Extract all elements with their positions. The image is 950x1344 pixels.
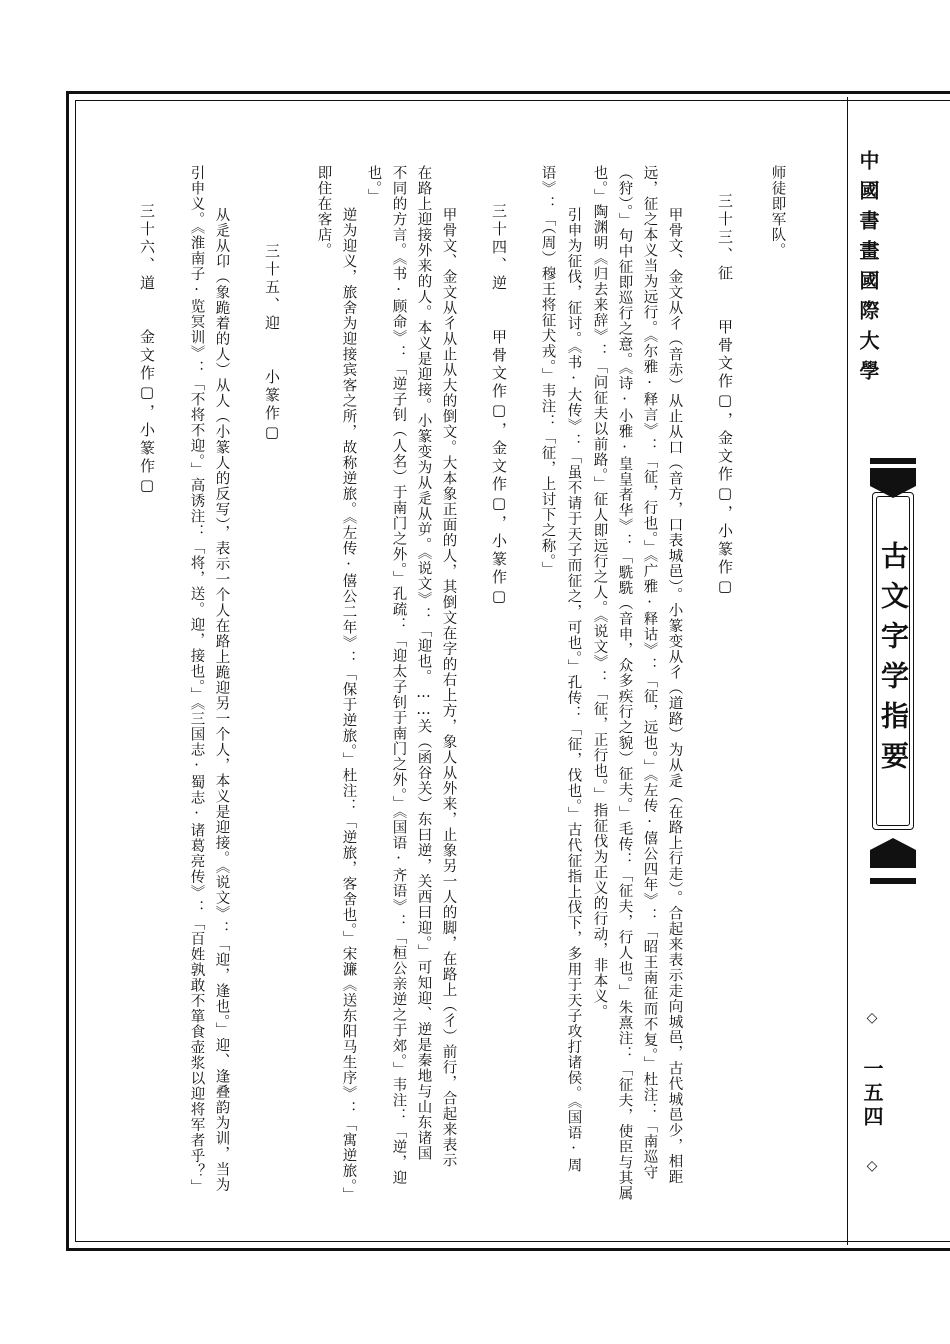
page-number-value: 一五四: [860, 1058, 884, 1130]
text-column: （狩）。」句中征即巡行之意。《诗·小雅·皇皇者华》：「駪駪（音申，众多疾行之貌）征夫。」毛传：「征夫，行人也。」朱熹注：「征夫，使臣与其属: [616, 165, 633, 1202]
page-number: [862, 1010, 882, 1178]
diamond-icon: ◇: [864, 1158, 880, 1178]
text-column: 语》：「（周）穆王将征犬戎。」韦注：「征，上讨下之称。」: [539, 165, 556, 578]
entry-heading-zheng: 三十三、征 甲骨文作▢，金文作▢，小篆作▢: [716, 193, 734, 598]
text-column: 引申为征伐，征讨。《书·大传》：「虽不请于天子而征之，可也。」孔传：「征，伐也。」古代征指上伐下，多用于天子攻打诸侯。《国语·周: [565, 207, 582, 1173]
entry-heading-ni: 三十四、逆 甲骨文作▢，金文作▢，小篆作▢: [490, 203, 508, 608]
publisher-name: 中國書畫國際大學: [856, 150, 880, 390]
book-title: 古文字学指要: [877, 541, 910, 781]
text-column: 不同的方言。《书·顾命》：「逆子钊（人名）于南门之外。」孔疏：「迎太子钊于南门之外。」《国语·齐语》：「桓公亲逆之于郊。」韦注：「逆，迎: [390, 165, 407, 1186]
text-column: 从辵从卬（象跪着的人）从人（小篆人的反写），表示一个人在路上跪迎另一个人，本义是迎接。《说文》：「迎，逢也。」迎、逢叠韵为训，当为: [213, 207, 230, 1193]
text-column: 也。」: [365, 165, 382, 205]
text-column: 师徒即军队。: [769, 165, 786, 258]
banner-top-rule: [870, 458, 916, 464]
main-text-block: [0, 165, 950, 1205]
text-column: 即住在客店。: [315, 165, 332, 258]
text-column: 逆为迎义，旅舍为迎接宾客之所，故称逆旅。《左传·僖公二年》：「保于逆旅。」杜注：「逆旅，客舍也。」宋濂《送东阳马生序》：「寓逆旅。」: [340, 207, 357, 1203]
entry-heading-ying: 三十五、迎 小篆作▢: [263, 243, 281, 444]
text-column: 远，征之本义当为远行。《尔雅·释言》：「征，行也。」《广雅·释诂》：「征，远也。」《左传·僖公四年》：「昭王南征而不复。」杜注：「南巡守: [641, 165, 658, 1180]
diamond-icon: ◇: [864, 1010, 880, 1030]
banner-bottom-rule: [870, 878, 916, 884]
text-column: 在路上迎接外来的人。本义是迎接。小篆变为从辵从屰。《说文》：「迎也。……关（函谷关）东曰逆，关西曰迎。」可知迎、逆是秦地与山东诸国: [415, 165, 432, 1161]
entry-heading-dao: 三十六、道 金文作▢，小篆作▢: [138, 203, 156, 497]
book-title-banner: [872, 492, 914, 830]
text-column: 也。」陶渊明《归去来辞》：「问征夫以前路。」征人即远行之人。《说文》：「征，正行也。」指征伐为正义的行动，非本义。: [591, 165, 608, 1020]
text-column: 甲骨文、金文从彳（音赤）从止从口（音方，口表城邑）。小篆变从彳（道路）为从辵（在路上行走）。合起来表示走向城邑，古代城邑少，相距: [666, 207, 683, 1185]
text-column: 引申义。《淮南子·览冥训》：「不将不迎。」高诱注：「将，送。迎，接也。」《三国志·蜀志·诸葛亮传》：「百姓孰敢不箪食壶浆以迎将军者乎？」: [188, 165, 205, 1195]
text-column: 甲骨文、金文从彳从止从大的倒文。大本象正面的人，其倒文在字的右上方，象人从外来，止象另一人的脚，在路上（彳）前行，合起来表示: [440, 207, 457, 1168]
